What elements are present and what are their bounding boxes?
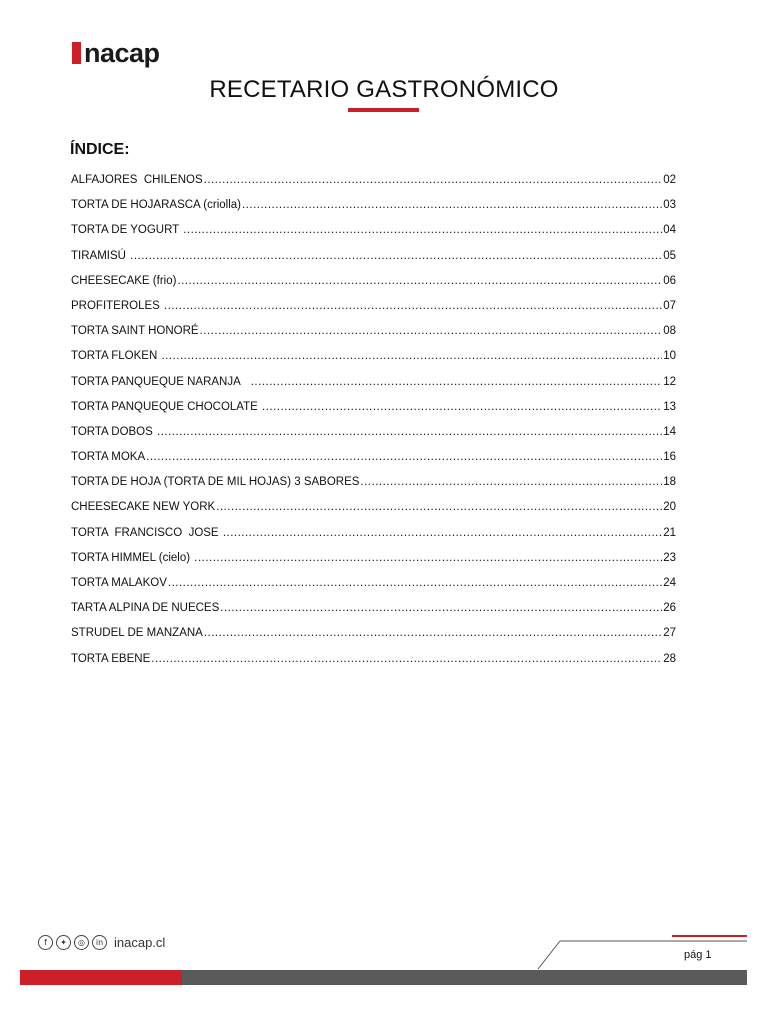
document-title: RECETARIO GASTRONÓMICO: [209, 76, 559, 103]
toc-leader-dots: [168, 577, 662, 589]
toc-entry[interactable]: [71, 325, 676, 350]
toc-entry-label: CHEESECAKE NEW YORK: [71, 501, 216, 514]
toc-leader-dots: [200, 325, 663, 337]
toc-entry-label: STRUDEL DE MANZANA: [71, 627, 203, 640]
toc-entry[interactable]: [71, 451, 676, 476]
logo-text: nacap: [84, 38, 160, 68]
toc-entry[interactable]: [71, 174, 676, 199]
table-of-contents: [71, 174, 676, 678]
toc-leader-dots: [242, 199, 662, 211]
toc-leader-dots: [216, 501, 662, 513]
toc-entry-label: TARTA ALPINA DE NUECES: [71, 602, 220, 615]
toc-entry-label: TORTA EBENE: [71, 652, 151, 665]
toc-entry-label: TIRAMISÚ: [71, 249, 130, 262]
toc-entry-label: TORTA PANQUEQUE NARANJA: [71, 375, 250, 388]
toc-leader-dots: [164, 300, 662, 312]
facebook-icon[interactable]: f: [38, 935, 53, 950]
toc-entry-label: TORTA MALAKOV: [71, 577, 167, 589]
toc-leader-dots: [177, 275, 662, 287]
toc-entry-page: 26: [663, 602, 676, 615]
logo-mark: [72, 42, 81, 64]
title-underline: [348, 108, 419, 112]
toc-entry-page: 20: [663, 501, 676, 514]
toc-entry-page: 16: [663, 451, 676, 464]
footer-bar-grey: [182, 970, 747, 985]
toc-entry[interactable]: [71, 426, 676, 451]
toc-entry-label: PROFITEROLES: [71, 299, 164, 312]
toc-entry-label: CHEESECAKE (frio): [71, 274, 177, 287]
toc-entry-label: TORTA DOBOS: [71, 425, 156, 438]
toc-entry[interactable]: [71, 275, 676, 300]
toc-leader-dots: [223, 527, 662, 539]
site-link[interactable]: inacap.cl: [114, 935, 166, 950]
toc-entry-label: TORTA FRANCISCO JOSE: [71, 526, 222, 539]
toc-entry[interactable]: [71, 602, 676, 627]
toc-entry-label: TORTA SAINT HONORÉ: [71, 325, 199, 338]
toc-entry-page: 08: [663, 325, 676, 338]
toc-entry-page: 05: [663, 249, 676, 262]
toc-entry-page: 21: [663, 526, 676, 539]
toc-leader-dots: [146, 451, 662, 463]
toc-entry[interactable]: [71, 350, 676, 375]
linkedin-icon[interactable]: in: [92, 935, 107, 950]
toc-entry-page: 12: [663, 375, 676, 388]
toc-leader-dots: [251, 376, 662, 388]
toc-entry-page: 06: [663, 274, 676, 287]
toc-leader-dots: [151, 653, 662, 665]
toc-entry-page: 02: [663, 174, 676, 186]
instagram-icon[interactable]: ◎: [74, 935, 89, 950]
toc-entry-label: TORTA DE HOJARASCA (criolla): [71, 199, 241, 212]
toc-leader-dots: [161, 350, 662, 362]
toc-entry-page: 28: [663, 652, 676, 665]
inacap-logo: [72, 38, 160, 68]
footer-bar-red: [20, 970, 182, 985]
toc-entry[interactable]: [71, 552, 676, 577]
toc-leader-dots: [194, 552, 662, 564]
toc-leader-dots: [220, 602, 662, 614]
toc-leader-dots: [262, 401, 662, 413]
toc-entry[interactable]: [71, 199, 676, 224]
toc-leader-dots: [360, 476, 662, 488]
toc-leader-dots: [183, 224, 662, 236]
toc-entry[interactable]: [71, 577, 676, 602]
toc-entry[interactable]: [71, 224, 676, 249]
toc-entry-label: ALFAJORES CHILENOS: [71, 174, 203, 186]
toc-entry-label: TORTA FLOKEN: [71, 350, 161, 363]
toc-entry-label: TORTA PANQUEQUE CHOCOLATE: [71, 400, 261, 413]
index-heading: ÍNDICE:: [70, 141, 130, 158]
toc-entry-page: 14: [663, 425, 676, 438]
toc-entry-label: TORTA MOKA: [71, 451, 146, 464]
toc-entry-page: 03: [663, 199, 676, 212]
toc-entry[interactable]: [71, 527, 676, 552]
toc-entry-page: 07: [663, 299, 676, 312]
toc-entry[interactable]: [71, 300, 676, 325]
toc-entry[interactable]: [71, 627, 676, 652]
toc-entry[interactable]: [71, 250, 676, 275]
toc-entry-label: TORTA DE YOGURT: [71, 224, 183, 237]
toc-leader-dots: [130, 250, 662, 262]
toc-entry[interactable]: [71, 376, 676, 401]
toc-leader-dots: [204, 627, 662, 639]
toc-entry-page: 13: [663, 400, 676, 413]
toc-leader-dots: [157, 426, 662, 438]
toc-entry[interactable]: [71, 401, 676, 426]
toc-entry-page: 18: [663, 476, 676, 489]
toc-entry[interactable]: [71, 476, 676, 501]
toc-entry[interactable]: [71, 501, 676, 526]
toc-entry-label: TORTA DE HOJA (TORTA DE MIL HOJAS) 3 SABORES: [71, 476, 360, 489]
toc-entry-page: 23: [663, 551, 676, 564]
twitter-icon[interactable]: ✦: [56, 935, 71, 950]
footer-social: [38, 935, 165, 950]
toc-entry-page: 04: [663, 224, 676, 237]
toc-entry-page: 27: [663, 627, 676, 640]
toc-entry[interactable]: [71, 653, 676, 678]
page-number: pág 1: [684, 949, 712, 961]
toc-entry-label: TORTA HIMMEL (cielo): [71, 551, 194, 564]
toc-leader-dots: [204, 174, 663, 186]
toc-entry-page: 10: [663, 350, 676, 363]
toc-entry-page: 24: [663, 577, 676, 589]
